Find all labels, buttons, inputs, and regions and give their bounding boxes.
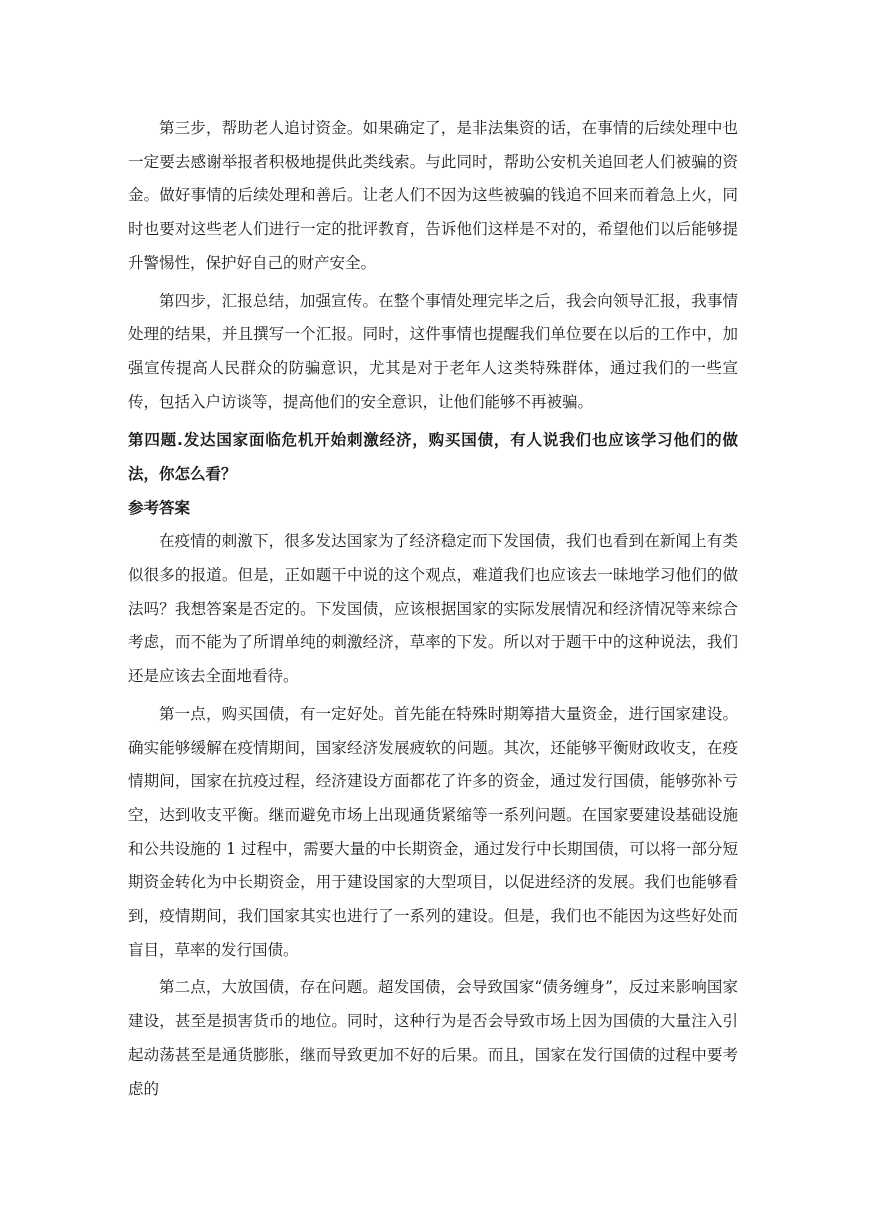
document-page [128,112,738,1106]
question-title: 第四题.发达国家面临危机开始刺激经济，购买国债，有人说我们也应该学习他们的做法，你怎么看？ [128,431,738,484]
paragraph-step-four: 第四步，汇报总结，加强宣传。在整个事情处理完毕之后，我会向领导汇报，我事情处理的结果，并且撰写一个汇报。同时，这件事情也提醒我们单位要在以后的工作中，加强宣传提高人民群众的防骗意识，尤其是对于老年人这类特殊群体，通过我们的一些宣传，包括入户访谈等，提高他们的安全意识，让他们能够不再被骗。 [128,291,738,411]
answer-heading: 参考答案 [128,499,191,518]
paragraph-point-one: 第一点，购买国债，有一定好处。首先能在特殊时期筹措大量资金，进行国家建设。确实能够缓解在疫情期间，国家经济发展疲软的问题。其次，还能够平衡财政收支，在疫情期间，国家在抗疫过程，经济建设方面都花了许多的资金，通过发行国债，能够弥补亏空，达到收支平衡。继而避免市场上出现通货紧缩等一系列问题。在国家要建设基础设施和公共设施的 1 过程中，需要大量的中长期资金，通过发行中长期国债，可以将一部分短期资金转化为中长期资金，用于建设国家的大型项目，以促进经济的发展。我们也能够看到，疫情期间，我们国家其实也进行了一系列的建设。但是，我们也不能因为这些好处而盲目，草率的发行国债。 [128,704,738,959]
paragraph-answer-intro: 在疫情的刺激下，很多发达国家为了经济稳定而下发国债，我们也看到在新闻上有类似很多的报道。但是，正如题干中说的这个观点，难道我们也应该去一昧地学习他们的做法吗？我想答案是否定的。下发国债，应该根据国家的实际发展情况和经济情况等来综合考虑，而不能为了所谓单纯的刺激经济，草率的下发。所以对于题干中的这种说法，我们还是应该去全面地看待。 [128,532,738,686]
paragraph-step-three: 第三步，帮助老人追讨资金。如果确定了，是非法集资的话，在事情的后续处理中也一定要去感谢举报者积极地提供此类线索。与此同时，帮助公安机关追回老人们被骗的资金。做好事情的后续处理和善后。让老人们不因为这些被骗的钱追不回来而着急上火，同时也要对这些老人们进行一定的批评教育，告诉他们这样是不对的，希望他们以后能够提升警惕性，保护好自己的财产安全。 [128,119,738,272]
paragraph-point-two: 第二点，大放国债，存在问题。超发国债，会导致国家“债务缠身”，反过来影响国家建设，甚至是损害货币的地位。同时，这种行为是否会导致市场上因为国债的大量注入引起动荡甚至是通货膨胀，继而导致更加不好的后果。而且，国家在发行国债的过程中要考虑的 [128,978,738,1098]
